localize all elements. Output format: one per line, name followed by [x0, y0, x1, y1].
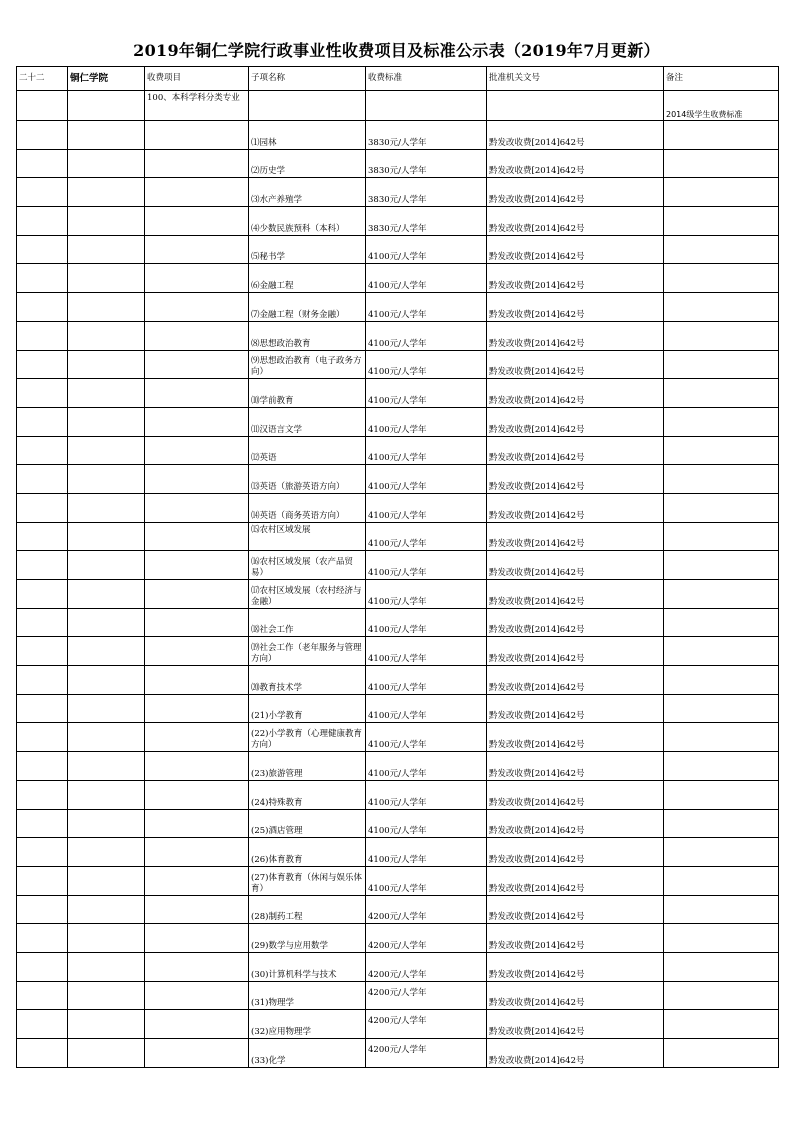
empty-cell — [17, 694, 68, 723]
fee-standard: 4200元/人学年 — [366, 895, 487, 924]
sub-item-name: ⒃农村区域发展（农产品贸易） — [249, 551, 366, 580]
fee-standard: 3830元/人学年 — [366, 149, 487, 178]
empty-cell — [17, 752, 68, 781]
sub-item-name: ⑷少数民族预科（本科） — [249, 207, 366, 236]
approval-doc: 黔发改收费[2014]642号 — [487, 207, 664, 236]
approval-doc: 黔发改收费[2014]642号 — [487, 752, 664, 781]
empty-cell — [145, 1039, 249, 1068]
sub-item-name: ⑵历史学 — [249, 149, 366, 178]
empty-cell — [68, 838, 145, 867]
empty-cell — [17, 493, 68, 522]
fee-table — [16, 66, 779, 1068]
empty-cell — [145, 608, 249, 637]
empty-cell — [68, 493, 145, 522]
fee-standard: 4200元/人学年 — [366, 924, 487, 953]
empty-cell — [17, 551, 68, 580]
empty-cell — [68, 91, 145, 121]
table-row — [17, 293, 779, 322]
empty-cell — [68, 321, 145, 350]
sub-item-name: (26)体育教育 — [249, 838, 366, 867]
table-row — [17, 952, 779, 981]
empty-cell — [145, 637, 249, 666]
fee-standard: 4100元/人学年 — [366, 780, 487, 809]
fee-standard: 4100元/人学年 — [366, 493, 487, 522]
sub-item-name: ⑶水产养殖学 — [249, 178, 366, 207]
empty-cell — [17, 637, 68, 666]
approval-doc: 黔发改收费[2014]642号 — [487, 1010, 664, 1039]
table-row — [17, 178, 779, 207]
category-remarks: 2014级学生收费标准 — [664, 91, 779, 121]
empty-cell — [664, 924, 779, 953]
approval-doc: 黔发改收费[2014]642号 — [487, 149, 664, 178]
empty-cell — [145, 780, 249, 809]
empty-cell — [17, 264, 68, 293]
empty-cell — [664, 178, 779, 207]
fee-standard: 4100元/人学年 — [366, 293, 487, 322]
sub-item-name: ⑿英语 — [249, 436, 366, 465]
empty-cell — [145, 580, 249, 609]
table-row — [17, 321, 779, 350]
sub-item-name: (21)小学教育 — [249, 694, 366, 723]
empty-cell — [17, 207, 68, 236]
approval-doc: 黔发改收费[2014]642号 — [487, 551, 664, 580]
empty-cell — [664, 121, 779, 150]
empty-cell — [145, 866, 249, 895]
empty-cell — [664, 350, 779, 379]
empty-cell — [664, 207, 779, 236]
empty-cell — [145, 436, 249, 465]
header-sub-item: 子项名称 — [249, 67, 366, 91]
empty-cell — [145, 407, 249, 436]
empty-cell — [145, 952, 249, 981]
table-row — [17, 264, 779, 293]
approval-doc: 黔发改收费[2014]642号 — [487, 264, 664, 293]
sub-item-name: ⑼思想政治教育（电子政务方向） — [249, 350, 366, 379]
fee-standard: 4100元/人学年 — [366, 752, 487, 781]
table-row — [17, 866, 779, 895]
empty-cell — [17, 465, 68, 494]
fee-standard: 4100元/人学年 — [366, 379, 487, 408]
fee-standard: 4100元/人学年 — [366, 866, 487, 895]
empty-cell — [17, 924, 68, 953]
empty-cell — [17, 522, 68, 551]
table-row — [17, 235, 779, 264]
table-row — [17, 694, 779, 723]
empty-cell — [664, 493, 779, 522]
table-row — [17, 350, 779, 379]
fee-standard: 4100元/人学年 — [366, 350, 487, 379]
header-fee-item: 收费项目 — [145, 67, 249, 91]
fee-standard: 4100元/人学年 — [366, 264, 487, 293]
fee-standard: 4200元/人学年 — [366, 1010, 487, 1039]
table-row — [17, 981, 779, 1010]
empty-cell — [68, 952, 145, 981]
empty-cell — [664, 666, 779, 695]
empty-cell — [664, 780, 779, 809]
fee-standard: 4100元/人学年 — [366, 580, 487, 609]
empty-cell — [664, 809, 779, 838]
empty-cell — [17, 91, 68, 121]
empty-cell — [68, 293, 145, 322]
empty-cell — [664, 522, 779, 551]
empty-cell — [17, 436, 68, 465]
table-row — [17, 809, 779, 838]
approval-doc: 黔发改收费[2014]642号 — [487, 379, 664, 408]
empty-cell — [145, 809, 249, 838]
fee-table-body — [17, 67, 779, 1068]
empty-cell — [664, 866, 779, 895]
approval-doc: 黔发改收费[2014]642号 — [487, 121, 664, 150]
approval-doc: 黔发改收费[2014]642号 — [487, 350, 664, 379]
table-row — [17, 608, 779, 637]
approval-doc: 黔发改收费[2014]642号 — [487, 723, 664, 752]
approval-doc: 黔发改收费[2014]642号 — [487, 780, 664, 809]
header-row — [17, 67, 779, 91]
fee-standard: 3830元/人学年 — [366, 207, 487, 236]
table-row — [17, 379, 779, 408]
empty-cell — [664, 436, 779, 465]
fee-standard: 4100元/人学年 — [366, 522, 487, 551]
empty-cell — [68, 895, 145, 924]
empty-cell — [145, 178, 249, 207]
empty-cell — [17, 723, 68, 752]
empty-cell — [145, 149, 249, 178]
empty-cell — [17, 293, 68, 322]
empty-cell — [145, 235, 249, 264]
table-row — [17, 723, 779, 752]
empty-cell — [664, 235, 779, 264]
fee-standard: 4100元/人学年 — [366, 809, 487, 838]
empty-cell — [664, 608, 779, 637]
fee-standard: 4100元/人学年 — [366, 235, 487, 264]
empty-cell — [145, 121, 249, 150]
empty-cell — [68, 235, 145, 264]
table-row — [17, 407, 779, 436]
empty-cell — [17, 379, 68, 408]
empty-cell — [68, 350, 145, 379]
approval-doc: 黔发改收费[2014]642号 — [487, 293, 664, 322]
sub-item-name: (30)计算机科学与技术 — [249, 952, 366, 981]
empty-cell — [664, 465, 779, 494]
table-row — [17, 780, 779, 809]
header-approval-doc: 批准机关文号 — [487, 67, 664, 91]
approval-doc: 黔发改收费[2014]642号 — [487, 694, 664, 723]
empty-cell — [68, 149, 145, 178]
empty-cell — [68, 407, 145, 436]
empty-cell — [664, 981, 779, 1010]
sub-item-name: ⒀英语（旅游英语方向） — [249, 465, 366, 494]
empty-cell — [68, 666, 145, 695]
empty-cell — [68, 809, 145, 838]
table-row — [17, 551, 779, 580]
fee-standard: 4100元/人学年 — [366, 694, 487, 723]
empty-cell — [17, 1039, 68, 1068]
empty-cell — [68, 379, 145, 408]
fee-standard: 4100元/人学年 — [366, 321, 487, 350]
empty-cell — [68, 723, 145, 752]
empty-cell — [664, 580, 779, 609]
empty-cell — [17, 350, 68, 379]
empty-cell — [664, 752, 779, 781]
approval-doc: 黔发改收费[2014]642号 — [487, 809, 664, 838]
sub-item-name: ⒇教育技术学 — [249, 666, 366, 695]
sub-item-name: ⑾汉语言文学 — [249, 407, 366, 436]
empty-cell — [664, 1010, 779, 1039]
sub-item-name: ⑸秘书学 — [249, 235, 366, 264]
empty-cell — [145, 1010, 249, 1039]
approval-doc: 黔发改收费[2014]642号 — [487, 981, 664, 1010]
empty-cell — [17, 580, 68, 609]
approval-doc: 黔发改收费[2014]642号 — [487, 895, 664, 924]
empty-cell — [145, 321, 249, 350]
approval-doc: 黔发改收费[2014]642号 — [487, 465, 664, 494]
approval-doc: 黔发改收费[2014]642号 — [487, 608, 664, 637]
approval-doc: 黔发改收费[2014]642号 — [487, 952, 664, 981]
empty-cell — [664, 321, 779, 350]
table-row — [17, 895, 779, 924]
table-row — [17, 465, 779, 494]
empty-cell — [17, 149, 68, 178]
empty-cell — [68, 551, 145, 580]
approval-doc: 黔发改收费[2014]642号 — [487, 866, 664, 895]
sub-item-name: ⑺金融工程（财务金融） — [249, 293, 366, 322]
empty-cell — [68, 780, 145, 809]
empty-cell — [17, 407, 68, 436]
empty-cell — [664, 407, 779, 436]
empty-cell — [17, 1010, 68, 1039]
empty-cell — [145, 207, 249, 236]
empty-cell — [249, 91, 366, 121]
approval-doc: 黔发改收费[2014]642号 — [487, 666, 664, 695]
empty-cell — [68, 178, 145, 207]
approval-doc: 黔发改收费[2014]642号 — [487, 321, 664, 350]
sub-item-name: ⒁英语（商务英语方向） — [249, 493, 366, 522]
empty-cell — [664, 694, 779, 723]
header-remarks: 备注 — [664, 67, 779, 91]
empty-cell — [68, 1039, 145, 1068]
empty-cell — [17, 838, 68, 867]
empty-cell — [664, 1039, 779, 1068]
approval-doc: 黔发改收费[2014]642号 — [487, 924, 664, 953]
empty-cell — [17, 952, 68, 981]
empty-cell — [145, 723, 249, 752]
empty-cell — [664, 952, 779, 981]
sub-item-name: ⑻思想政治教育 — [249, 321, 366, 350]
empty-cell — [17, 121, 68, 150]
fee-standard: 4200元/人学年 — [366, 1039, 487, 1068]
fee-standard: 4100元/人学年 — [366, 436, 487, 465]
table-row — [17, 207, 779, 236]
empty-cell — [68, 465, 145, 494]
empty-cell — [17, 608, 68, 637]
empty-cell — [664, 637, 779, 666]
empty-cell — [145, 350, 249, 379]
empty-cell — [487, 91, 664, 121]
approval-doc: 黔发改收费[2014]642号 — [487, 522, 664, 551]
empty-cell — [145, 522, 249, 551]
fee-standard: 4100元/人学年 — [366, 723, 487, 752]
category-fee-item: 100、本科学科分类专业 — [145, 91, 249, 121]
empty-cell — [17, 866, 68, 895]
sub-item-name: (28)制药工程 — [249, 895, 366, 924]
approval-doc: 黔发改收费[2014]642号 — [487, 407, 664, 436]
sub-item-name: (24)特殊教育 — [249, 780, 366, 809]
empty-cell — [145, 551, 249, 580]
table-row — [17, 522, 779, 551]
empty-cell — [68, 981, 145, 1010]
empty-cell — [145, 666, 249, 695]
sub-item-name: (32)应用物理学 — [249, 1010, 366, 1039]
empty-cell — [145, 493, 249, 522]
empty-cell — [664, 838, 779, 867]
empty-cell — [17, 981, 68, 1010]
empty-cell — [68, 924, 145, 953]
fee-standard: 4200元/人学年 — [366, 952, 487, 981]
sub-item-name: (25)酒店管理 — [249, 809, 366, 838]
empty-cell — [145, 293, 249, 322]
table-row — [17, 1039, 779, 1068]
approval-doc: 黔发改收费[2014]642号 — [487, 178, 664, 207]
sub-item-name: ⑹金融工程 — [249, 264, 366, 293]
sub-item-name: ⒄农村区域发展（农村经济与金融） — [249, 580, 366, 609]
table-row — [17, 637, 779, 666]
empty-cell — [17, 666, 68, 695]
empty-cell — [145, 981, 249, 1010]
empty-cell — [68, 637, 145, 666]
approval-doc: 黔发改收费[2014]642号 — [487, 436, 664, 465]
sub-item-name: ⒂农村区域发展 — [249, 522, 366, 551]
empty-cell — [68, 752, 145, 781]
table-row — [17, 436, 779, 465]
table-row — [17, 666, 779, 695]
sub-item-name: (31)物理学 — [249, 981, 366, 1010]
empty-cell — [664, 551, 779, 580]
fee-standard: 4100元/人学年 — [366, 838, 487, 867]
category-row — [17, 91, 779, 121]
table-row — [17, 924, 779, 953]
empty-cell — [664, 264, 779, 293]
header-index: 二十二 — [17, 67, 68, 91]
fee-standard: 4100元/人学年 — [366, 666, 487, 695]
table-row — [17, 838, 779, 867]
empty-cell — [145, 264, 249, 293]
sub-item-name: (22)小学教育（心理健康教育方向） — [249, 723, 366, 752]
empty-cell — [68, 580, 145, 609]
table-row — [17, 493, 779, 522]
empty-cell — [664, 723, 779, 752]
empty-cell — [145, 924, 249, 953]
table-row — [17, 121, 779, 150]
fee-standard: 4100元/人学年 — [366, 637, 487, 666]
table-row — [17, 1010, 779, 1039]
empty-cell — [664, 149, 779, 178]
empty-cell — [17, 895, 68, 924]
header-fee-standard: 收费标准 — [366, 67, 487, 91]
approval-doc: 黔发改收费[2014]642号 — [487, 838, 664, 867]
approval-doc: 黔发改收费[2014]642号 — [487, 493, 664, 522]
fee-standard: 4100元/人学年 — [366, 465, 487, 494]
empty-cell — [366, 91, 487, 121]
fee-standard: 3830元/人学年 — [366, 178, 487, 207]
empty-cell — [17, 809, 68, 838]
empty-cell — [68, 1010, 145, 1039]
table-row — [17, 752, 779, 781]
empty-cell — [664, 293, 779, 322]
sub-item-name: ⑴园林 — [249, 121, 366, 150]
sub-item-name: (27)体育教育（休闲与娱乐体育） — [249, 866, 366, 895]
header-institution: 铜仁学院 — [68, 67, 145, 91]
empty-cell — [68, 694, 145, 723]
empty-cell — [145, 752, 249, 781]
empty-cell — [145, 895, 249, 924]
empty-cell — [664, 379, 779, 408]
empty-cell — [17, 235, 68, 264]
approval-doc: 黔发改收费[2014]642号 — [487, 1039, 664, 1068]
sub-item-name: (23)旅游管理 — [249, 752, 366, 781]
empty-cell — [68, 522, 145, 551]
fee-standard: 4100元/人学年 — [366, 407, 487, 436]
empty-cell — [145, 838, 249, 867]
empty-cell — [68, 866, 145, 895]
empty-cell — [17, 321, 68, 350]
empty-cell — [17, 780, 68, 809]
empty-cell — [17, 178, 68, 207]
fee-standard: 4200元/人学年 — [366, 981, 487, 1010]
sub-item-name: ⒆社会工作（老年服务与管理方向） — [249, 637, 366, 666]
approval-doc: 黔发改收费[2014]642号 — [487, 580, 664, 609]
empty-cell — [145, 379, 249, 408]
empty-cell — [68, 608, 145, 637]
empty-cell — [68, 264, 145, 293]
empty-cell — [145, 465, 249, 494]
empty-cell — [664, 895, 779, 924]
empty-cell — [68, 436, 145, 465]
sub-item-name: ⑽学前教育 — [249, 379, 366, 408]
approval-doc: 黔发改收费[2014]642号 — [487, 235, 664, 264]
empty-cell — [68, 207, 145, 236]
fee-standard: 3830元/人学年 — [366, 121, 487, 150]
fee-standard: 4100元/人学年 — [366, 551, 487, 580]
sub-item-name: (29)数学与应用数学 — [249, 924, 366, 953]
sub-item-name: (33)化学 — [249, 1039, 366, 1068]
fee-standard: 4100元/人学年 — [366, 608, 487, 637]
approval-doc: 黔发改收费[2014]642号 — [487, 637, 664, 666]
table-row — [17, 149, 779, 178]
table-row — [17, 580, 779, 609]
page-title: 2019年铜仁学院行政事业性收费项目及标准公示表（2019年7月更新） — [133, 41, 660, 60]
empty-cell — [68, 121, 145, 150]
empty-cell — [145, 694, 249, 723]
sub-item-name: ⒅社会工作 — [249, 608, 366, 637]
